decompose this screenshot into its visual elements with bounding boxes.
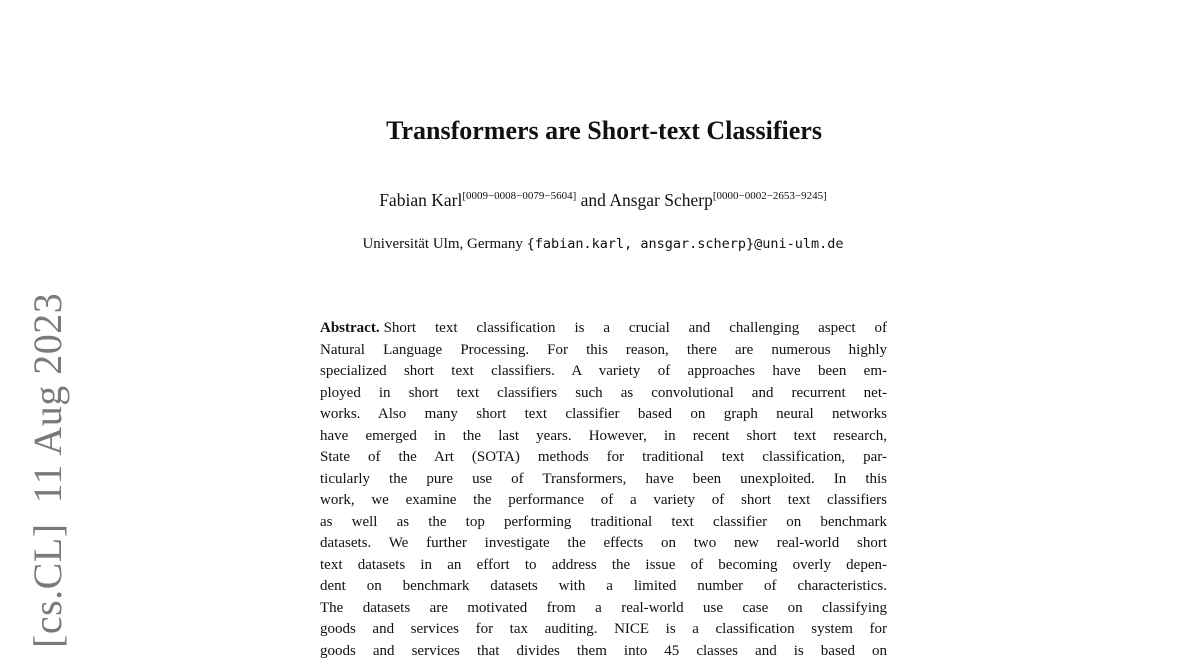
abstract-line: as well as the top performing traditional text classifier on benchmark [320,512,887,534]
abstract-line [320,318,887,340]
abstract-line: dent on benchmark datasets with a limited number of characteristics. [320,576,887,598]
abstract-line: have emerged in the last years. However, in recent short text research, [320,426,887,448]
abstract-line: ticularly the pure use of Transformers, have been unexploited. In this [320,469,887,491]
author-line [0,190,1200,211]
abstract-line: The datasets are motivated from a real-world use case on classifying [320,598,887,620]
author-name: Ansgar Scherp [609,190,713,210]
abstract-line: State of the Art (SOTA) methods for traditional text classification, par- [320,447,887,469]
abstract-line: specialized short text classifiers. A variety of approaches have been em- [320,361,887,383]
abstract [320,318,887,662]
arxiv-category: [cs.CL] [25,523,70,648]
abstract-label: Abstract. [320,320,380,336]
affiliation-line [0,236,1200,253]
affiliation: Universität Ulm, Germany [362,236,522,252]
abstract-line: goods and services for tax auditing. NICE is a classification system for [320,619,887,641]
abstract-line: datasets. We further investigate the effects on two new real-world short [320,533,887,555]
arxiv-date: 11 Aug 2023 [25,293,70,504]
abstract-line: Natural Language Processing. For this reason, there are numerous highly [320,340,887,362]
abstract-line: ployed in short text classifiers such as convolutional and recurrent net- [320,383,887,405]
author-orcid: [0000−0002−2653−9245] [713,190,827,202]
abstract-line: work, we examine the performance of a variety of short text classifiers [320,490,887,512]
abstract-text: Short text classification is a crucial and challenging aspect of [384,320,887,336]
email-addresses[interactable]: {fabian.karl, ansgar.scherp}@uni-ulm.de [527,236,844,252]
author-name: Fabian Karl [379,190,462,210]
arxiv-margin-stamp [28,293,68,648]
abstract-line: works. Also many short text classifier based on graph neural networks [320,404,887,426]
abstract-line: goods and services that divides them into 45 classes and is based on [320,641,887,662]
author-orcid: [0009−0008−0079−5604] [462,190,576,202]
abstract-line: text datasets in an effort to address the issue of becoming overly depen- [320,555,887,577]
author-separator: and [581,190,606,210]
paper-title: Transformers are Short-text Classifiers [0,116,1200,146]
